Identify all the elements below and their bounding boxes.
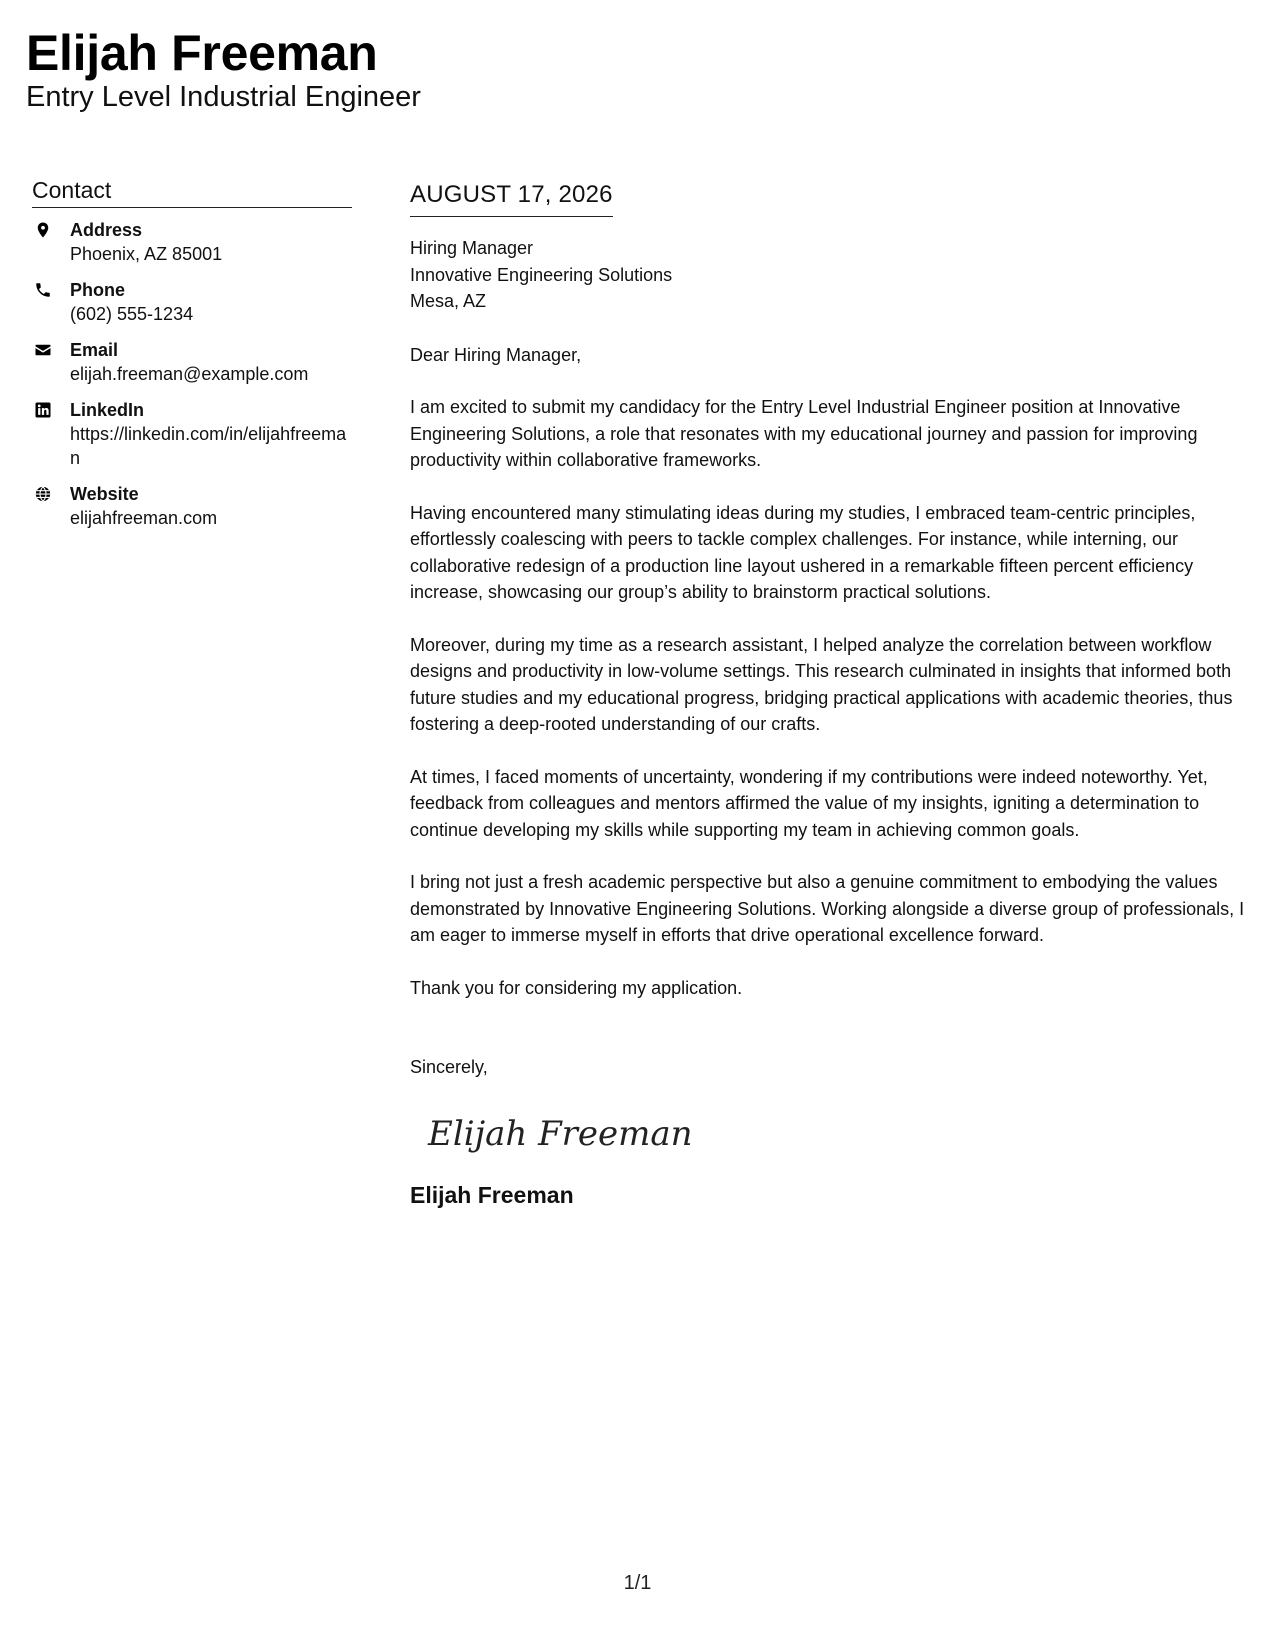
phone-label: Phone bbox=[70, 280, 126, 300]
letter-paragraph: I am excited to submit my candidacy for the Entry Level Industrial Engineer position at Innovative Engineering Solutions, a role that resonates with my educational journey and passion for improving productivity within collaborative frameworks. bbox=[410, 397, 1198, 470]
phone-icon bbox=[32, 278, 70, 299]
envelope-icon bbox=[32, 338, 70, 359]
contact-item-address bbox=[32, 218, 352, 266]
signature-text: Elijah Freeman bbox=[428, 1113, 693, 1154]
recipient-line: Mesa, AZ bbox=[410, 291, 487, 311]
letter-greeting: Dear Hiring Manager, bbox=[410, 344, 582, 365]
contact-heading: Contact bbox=[32, 176, 352, 208]
contact-item-phone bbox=[32, 278, 352, 326]
applicant-title: Entry Level Industrial Engineer bbox=[26, 81, 421, 113]
website-label: Website bbox=[70, 484, 139, 504]
globe-icon bbox=[32, 482, 70, 503]
resume-header bbox=[26, 24, 421, 114]
letter-paragraph: I bring not just a fresh academic perspective but also a genuine commitment to embodying the values demonstrated by Innovative Engineering Solutions. Working alongside a diverse group of professionals, I am eager to immerse myself in efforts that drive operational excellence forward. bbox=[410, 872, 1245, 945]
contact-item-website bbox=[32, 482, 352, 530]
website-value[interactable]: elijahfreeman.com bbox=[70, 508, 218, 528]
linkedin-value[interactable]: https://linkedin.com/in/elijahfreeman bbox=[70, 424, 347, 468]
letter-paragraph: Having encountered many stimulating ideas during my studies, I embraced team-centric principles, effortlessly coalescing with peers to tackle complex challenges. For instance, while interning, our collaborative redesign of a production line layout ushered in a remarkable fifteen percent efficiency increase, showcasing our group’s ability to brainstorm practical solutions. bbox=[410, 502, 1196, 602]
recipient-line: Hiring Manager bbox=[410, 238, 534, 258]
location-pin-icon bbox=[32, 218, 70, 239]
address-value: Phoenix, AZ 85001 bbox=[70, 244, 223, 264]
signer-name: Elijah Freeman bbox=[410, 1181, 574, 1208]
page-number: 1/1 bbox=[623, 1572, 652, 1594]
linkedin-icon bbox=[32, 398, 70, 419]
phone-value[interactable]: (602) 555-1234 bbox=[70, 304, 194, 324]
email-value[interactable]: elijah.freeman@example.com bbox=[70, 364, 309, 384]
contact-item-email bbox=[32, 338, 352, 386]
contact-sidebar bbox=[32, 176, 352, 542]
email-label: Email bbox=[70, 340, 119, 360]
recipient-line: Innovative Engineering Solutions bbox=[410, 264, 673, 285]
letter-thanks: Thank you for considering my application. bbox=[410, 977, 743, 998]
applicant-name: Elijah Freeman bbox=[26, 25, 378, 81]
letter-paragraph: Moreover, during my time as a research assistant, I helped analyze the correlation between workflow designs and productivity in low-volume settings. This research culminated in insights that informed both future studies and my educational progress, bridging practical applications with academic theories, thus fostering a deep-rooted understanding of our crafts. bbox=[410, 634, 1233, 734]
letter-date: AUGUST 17, 2026 bbox=[410, 180, 613, 217]
recipient-block bbox=[410, 235, 1255, 315]
letter-body bbox=[410, 180, 1255, 1209]
linkedin-label: LinkedIn bbox=[70, 400, 145, 420]
address-label: Address bbox=[70, 220, 143, 240]
contact-item-linkedin bbox=[32, 398, 352, 470]
letter-closing: Sincerely, bbox=[410, 1057, 488, 1077]
handwritten-signature bbox=[424, 1107, 693, 1159]
letter-paragraph: At times, I faced moments of uncertainty, wondering if my contributions were indeed noteworthy. Yet, feedback from colleagues and mentors affirmed the value of my insights, igniting a determination to continue developing my skills while supporting my team in achieving common goals. bbox=[410, 766, 1208, 840]
